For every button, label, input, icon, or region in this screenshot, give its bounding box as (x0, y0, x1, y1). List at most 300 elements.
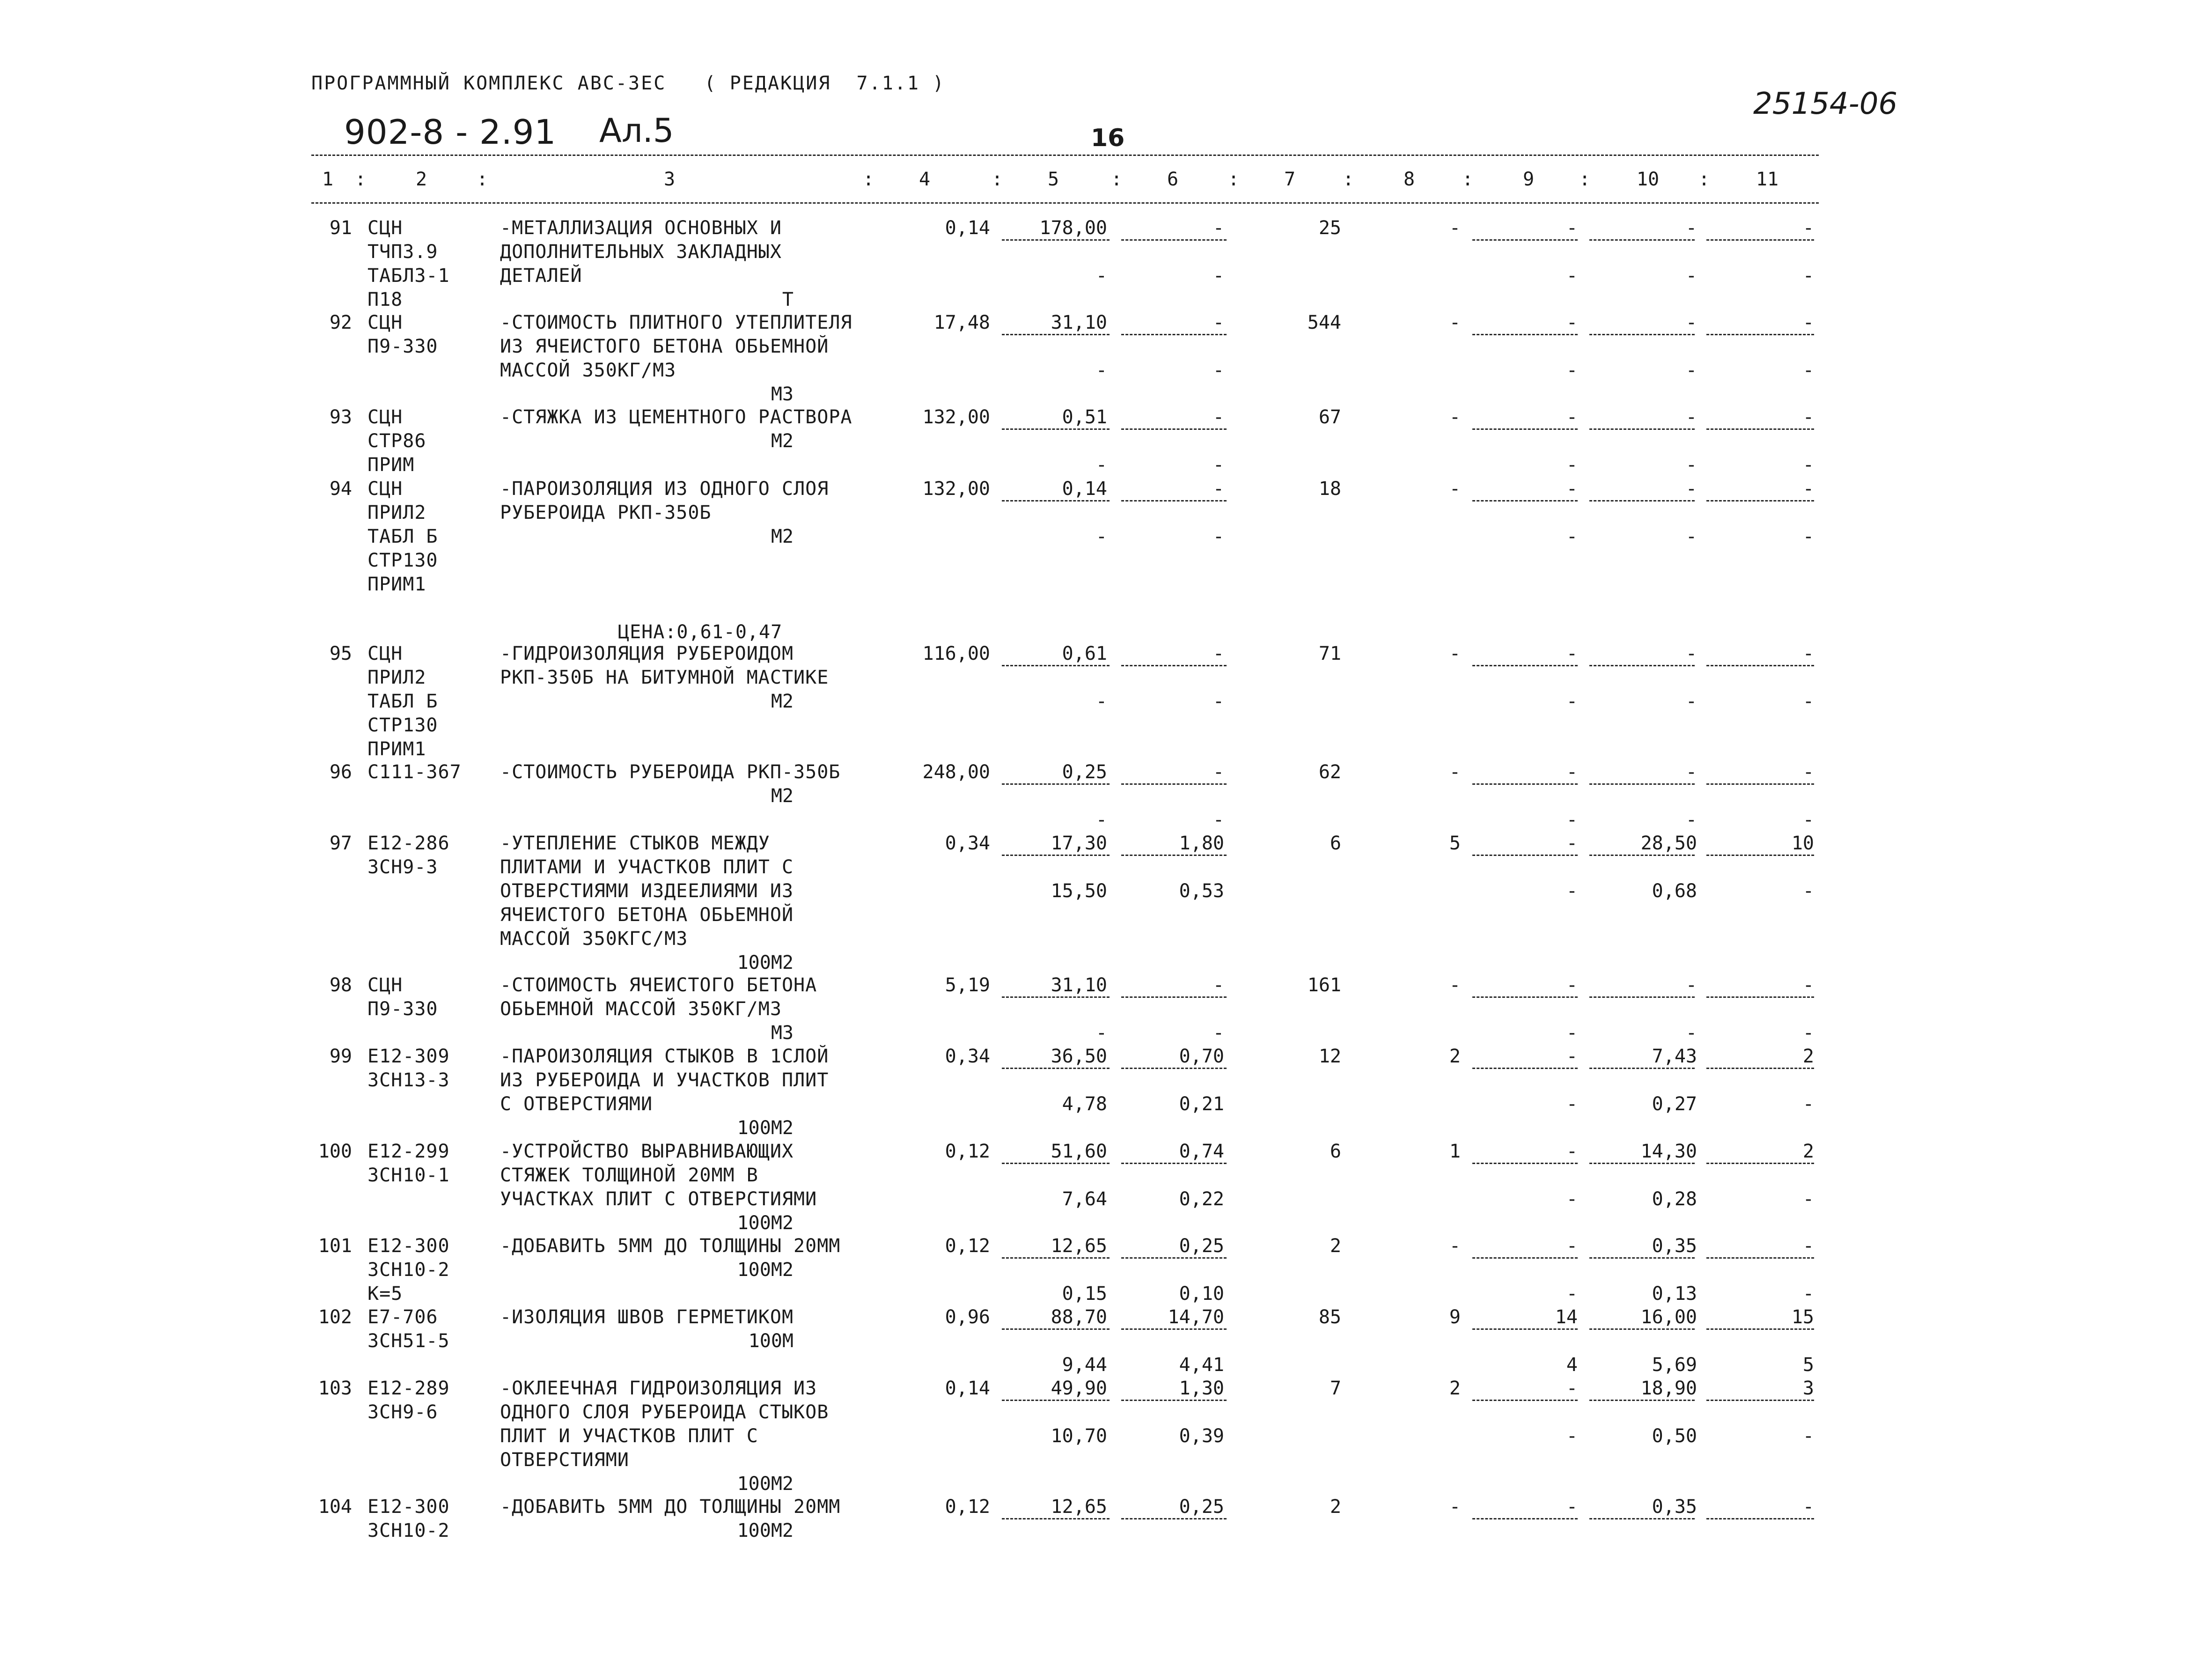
norm-code: СЦН (367, 478, 403, 500)
cell-separator (1002, 783, 1110, 785)
value-c11: 2 (1802, 1046, 1814, 1067)
value-s5: - (1095, 526, 1107, 547)
value-c6: 14,70 (1168, 1306, 1224, 1328)
row-number: 95 (329, 643, 352, 664)
value-c10: 18,90 (1640, 1378, 1697, 1399)
value-c9: - (1566, 833, 1578, 854)
column-header-9: 9 (1522, 169, 1535, 190)
value-c9: 14 (1555, 1306, 1578, 1328)
cell-separator (1706, 1068, 1814, 1069)
value-c5: 12,65 (1051, 1496, 1107, 1518)
document-code: 25154-06 (1753, 87, 1898, 121)
norm-code: ПРИМ (367, 454, 415, 476)
norm-code: ПРИЛ2 (367, 502, 426, 524)
norm-code: СТР130 (367, 550, 438, 571)
unit-of-measure: М2 (771, 526, 794, 547)
value-c6: - (1213, 643, 1224, 664)
value-c6: - (1213, 974, 1224, 996)
value-c9: - (1566, 217, 1578, 239)
value-c5: 0,25 (1062, 761, 1107, 783)
project-code: 902-8 - 2.91 (344, 112, 557, 152)
cell-separator (1706, 1163, 1814, 1164)
value-c7: 62 (1318, 761, 1341, 783)
value-s9: 4 (1566, 1354, 1578, 1376)
cell-separator (1589, 783, 1695, 785)
work-description: ИЗ РУБЕРОИДА И УЧАСТКОВ ПЛИТ (500, 1069, 829, 1091)
column-separator: : (862, 169, 875, 190)
column-header-2: 2 (415, 169, 427, 190)
work-description: ОБЬЕМНОЙ МАССОЙ 350КГ/М3 (500, 998, 782, 1020)
value-s5: - (1095, 454, 1107, 476)
value-c10: - (1685, 643, 1697, 664)
row-number: 93 (329, 406, 352, 428)
value-c10: - (1685, 478, 1697, 500)
value-c6: 0,25 (1179, 1235, 1224, 1257)
value-c4: 0,12 (945, 1141, 990, 1162)
cell-separator (1706, 1518, 1814, 1519)
value-s6: 0,21 (1179, 1093, 1224, 1115)
column-header-4: 4 (919, 169, 931, 190)
cell-separator (1121, 1163, 1227, 1164)
album-label: Ал.5 (599, 111, 674, 150)
value-s10: 0,27 (1652, 1093, 1697, 1115)
norm-code: Е12-289 (367, 1378, 450, 1399)
norm-code: П9-330 (367, 336, 438, 357)
value-c4: 17,48 (933, 312, 990, 333)
column-header-10: 10 (1636, 169, 1660, 190)
work-description: ОТВЕРСТИЯМИ (500, 1449, 629, 1471)
column-header-11: 11 (1756, 169, 1779, 190)
cell-separator (1589, 1400, 1695, 1401)
cell-separator (1472, 1068, 1578, 1069)
cell-separator (1589, 334, 1695, 335)
value-c10: 0,35 (1652, 1235, 1697, 1257)
value-s5: 0,15 (1062, 1283, 1107, 1305)
cell-separator (1472, 1163, 1578, 1164)
cell-separator (1472, 500, 1578, 501)
value-c7: 2 (1330, 1235, 1341, 1257)
value-s5: 10,70 (1051, 1425, 1107, 1447)
column-header-6: 6 (1167, 169, 1179, 190)
cell-separator (1706, 1400, 1814, 1401)
value-c10: - (1685, 761, 1697, 783)
cell-separator (1002, 855, 1110, 856)
cell-separator (1002, 996, 1110, 998)
value-s5: 4,78 (1062, 1093, 1107, 1115)
value-s5: 7,64 (1062, 1188, 1107, 1210)
norm-code: П18 (367, 289, 403, 310)
value-c6: 1,30 (1179, 1378, 1224, 1399)
value-c8: - (1449, 217, 1461, 239)
norm-code: ПРИЛ2 (367, 667, 426, 688)
value-c6: - (1213, 217, 1224, 239)
norm-code: ТАБЛ Б (367, 526, 438, 547)
cell-separator (1706, 1257, 1814, 1259)
norm-code: СТР86 (367, 430, 426, 452)
norm-code: Е12-299 (367, 1141, 450, 1162)
work-description: -СТОИМОСТЬ РУБЕРОИДА РКП-350Б (500, 761, 841, 783)
work-description: -ОКЛЕЕЧНАЯ ГИДРОИЗОЛЯЦИЯ ИЗ (500, 1378, 817, 1399)
value-s5: 9,44 (1062, 1354, 1107, 1376)
cell-separator (1472, 239, 1578, 241)
work-description: -ИЗОЛЯЦИЯ ШВОВ ГЕРМЕТИКОМ (500, 1306, 794, 1328)
value-c7: 12 (1318, 1046, 1341, 1067)
value-c4: 0,14 (945, 1378, 990, 1399)
value-s9: - (1566, 265, 1578, 287)
cell-separator (1121, 665, 1227, 666)
cell-separator (1706, 334, 1814, 335)
row-number: 102 (318, 1306, 352, 1328)
cell-separator (1472, 996, 1578, 998)
cell-separator (1121, 855, 1227, 856)
value-c11: - (1802, 643, 1814, 664)
value-s6: 4,41 (1179, 1354, 1224, 1376)
cell-separator (1472, 665, 1578, 666)
value-c5: 51,60 (1051, 1141, 1107, 1162)
cell-separator (1002, 1328, 1110, 1330)
value-s11: - (1802, 360, 1814, 381)
value-s10: 0,50 (1652, 1425, 1697, 1447)
norm-code: ЗСН9-6 (367, 1401, 438, 1423)
value-s9: - (1566, 1093, 1578, 1115)
value-c10: 7,43 (1652, 1046, 1697, 1067)
cell-separator (1706, 855, 1814, 856)
value-s10: - (1685, 809, 1697, 831)
work-description: -УСТРОЙСТВО ВЫРАВНИВАЮЩИХ (500, 1141, 794, 1162)
cell-separator (1121, 783, 1227, 785)
value-c6: 1,80 (1179, 833, 1224, 854)
value-s6: - (1213, 691, 1224, 712)
column-separator: : (1462, 169, 1474, 190)
column-separator: : (1110, 169, 1123, 190)
row-number: 97 (329, 833, 352, 854)
value-s9: - (1566, 1283, 1578, 1305)
row-number: 104 (318, 1496, 352, 1518)
value-c8: - (1449, 643, 1461, 664)
value-c9: - (1566, 1496, 1578, 1518)
value-s10: 0,68 (1652, 880, 1697, 902)
work-description: РКП-350Б НА БИТУМНОЙ МАСТИКЕ (500, 667, 829, 688)
value-c11: - (1802, 478, 1814, 500)
work-description: РУБЕРОИДА РКП-350Б (500, 502, 712, 524)
value-c11: 3 (1802, 1378, 1814, 1399)
value-s6: - (1213, 454, 1224, 476)
value-c11: - (1802, 217, 1814, 239)
cell-separator (1706, 665, 1814, 666)
unit-of-measure: 100М2 (737, 1520, 794, 1541)
norm-code: П9-330 (367, 998, 438, 1020)
work-description: -СТОИМОСТЬ ЯЧЕИСТОГО БЕТОНА (500, 974, 817, 996)
column-header-8: 8 (1403, 169, 1415, 190)
cell-separator (1706, 996, 1814, 998)
norm-code: С111-367 (367, 761, 462, 783)
value-s9: - (1566, 691, 1578, 712)
value-c5: 0,51 (1062, 406, 1107, 428)
value-c8: - (1449, 761, 1461, 783)
value-c7: 7 (1330, 1378, 1341, 1399)
unit-of-measure: М3 (771, 383, 794, 405)
value-c9: - (1566, 478, 1578, 500)
cell-separator (1472, 783, 1578, 785)
value-c5: 49,90 (1051, 1378, 1107, 1399)
value-c11: 2 (1802, 1141, 1814, 1162)
norm-code: Е12-300 (367, 1235, 450, 1257)
norm-code: ТАБЛ3-1 (367, 265, 450, 287)
work-description: ДЕТАЛЕЙ (500, 265, 582, 287)
row-number: 98 (329, 974, 352, 996)
value-c7: 85 (1318, 1306, 1341, 1328)
value-s6: - (1213, 360, 1224, 381)
column-separator: : (991, 169, 1003, 190)
norm-code: ЗСН10-1 (367, 1165, 450, 1186)
value-s11: - (1802, 1022, 1814, 1044)
norm-code: ПРИМ1 (367, 574, 426, 595)
cell-separator (1589, 1518, 1695, 1519)
value-c8: 1 (1449, 1141, 1461, 1162)
value-c9: - (1566, 643, 1578, 664)
value-c10: 14,30 (1640, 1141, 1697, 1162)
cell-separator (1589, 1163, 1695, 1164)
work-description: -ДОБАВИТЬ 5ММ ДО ТОЛЩИНЫ 20ММ (500, 1235, 841, 1257)
cell-separator (1589, 855, 1695, 856)
work-description: -СТЯЖКА ИЗ ЦЕМЕНТНОГО РАСТВОРА (500, 406, 852, 428)
row-number: 94 (329, 478, 352, 500)
work-description: ПЛИТАМИ И УЧАСТКОВ ПЛИТ С (500, 856, 794, 878)
row-number: 96 (329, 761, 352, 783)
value-c4: 0,14 (945, 217, 990, 239)
value-c11: - (1802, 406, 1814, 428)
value-c8: 5 (1449, 833, 1461, 854)
value-c8: - (1449, 974, 1461, 996)
value-c8: - (1449, 312, 1461, 333)
value-s11: - (1802, 809, 1814, 831)
value-s11: - (1802, 1283, 1814, 1305)
value-c8: 9 (1449, 1306, 1461, 1328)
value-s6: - (1213, 1022, 1224, 1044)
value-c5: 178,00 (1039, 217, 1107, 239)
cell-separator (1002, 239, 1110, 241)
value-c10: - (1685, 312, 1697, 333)
cell-separator (1121, 1328, 1227, 1330)
work-description: С ОТВЕРСТИЯМИ (500, 1093, 653, 1115)
value-c5: 0,14 (1062, 478, 1107, 500)
norm-code: Е12-309 (367, 1046, 450, 1067)
value-c6: 0,74 (1179, 1141, 1224, 1162)
cell-separator (1002, 1068, 1110, 1069)
program-title: ПРОГРАММНЫЙ КОМПЛЕКС АВС-ЗЕС ( РЕДАКЦИЯ 7.1.1 ) (311, 73, 946, 94)
value-c8: 2 (1449, 1378, 1461, 1399)
value-c9: - (1566, 974, 1578, 996)
value-c5: 31,10 (1051, 312, 1107, 333)
work-description: ПЛИТ И УЧАСТКОВ ПЛИТ С (500, 1425, 758, 1447)
cell-separator (1706, 500, 1814, 501)
norm-code: СЦН (367, 406, 403, 428)
value-s10: 0,28 (1652, 1188, 1697, 1210)
cell-separator (1002, 428, 1110, 430)
work-description: -ПАРОИЗОЛЯЦИЯ ИЗ ОДНОГО СЛОЯ (500, 478, 829, 500)
norm-code: СЦН (367, 312, 403, 333)
norm-code: К=5 (367, 1283, 403, 1305)
value-s11: - (1802, 1093, 1814, 1115)
value-s10: - (1685, 691, 1697, 712)
cell-separator (1472, 1257, 1578, 1259)
cell-separator (1002, 1163, 1110, 1164)
value-s10: - (1685, 1022, 1697, 1044)
row-number: 91 (329, 217, 352, 239)
row-number: 92 (329, 312, 352, 333)
value-c7: 71 (1318, 643, 1341, 664)
value-c10: - (1685, 217, 1697, 239)
cell-separator (1706, 239, 1814, 241)
value-s10: 5,69 (1652, 1354, 1697, 1376)
value-c8: - (1449, 406, 1461, 428)
cell-separator (1472, 1328, 1578, 1330)
cell-separator (1002, 665, 1110, 666)
value-s6: 0,22 (1179, 1188, 1224, 1210)
work-description: -ДОБАВИТЬ 5ММ ДО ТОЛЩИНЫ 20ММ (500, 1496, 841, 1518)
value-s6: 0,53 (1179, 880, 1224, 902)
value-s11: - (1802, 454, 1814, 476)
norm-code: Е12-286 (367, 833, 450, 854)
value-c4: 0,34 (945, 1046, 990, 1067)
unit-of-measure: 100М2 (737, 1473, 794, 1495)
norm-code: Е7-706 (367, 1306, 438, 1328)
value-s10: - (1685, 360, 1697, 381)
column-header-1: 1 (322, 169, 334, 190)
unit-of-measure: 100М2 (737, 1212, 794, 1234)
value-c7: 161 (1307, 974, 1341, 996)
value-c11: - (1802, 761, 1814, 783)
cell-separator (1589, 1068, 1695, 1069)
value-s11: - (1802, 265, 1814, 287)
norm-code: ТАБЛ Б (367, 691, 438, 712)
value-c6: 0,70 (1179, 1046, 1224, 1067)
value-c9: - (1566, 406, 1578, 428)
value-c11: - (1802, 1235, 1814, 1257)
value-s9: - (1566, 360, 1578, 381)
value-c5: 0,61 (1062, 643, 1107, 664)
unit-of-measure: 100М2 (737, 1259, 794, 1281)
value-c4: 0,96 (945, 1306, 990, 1328)
work-description: МАССОЙ 350КГС/М3 (500, 928, 688, 950)
value-c5: 12,65 (1051, 1235, 1107, 1257)
value-c5: 17,30 (1051, 833, 1107, 854)
value-c10: - (1685, 406, 1697, 428)
page-number: 16 (1091, 124, 1125, 152)
cell-separator (1472, 1518, 1578, 1519)
value-c7: 25 (1318, 217, 1341, 239)
norm-code: СЦН (367, 217, 403, 239)
value-s11: - (1802, 1188, 1814, 1210)
cell-separator (1706, 783, 1814, 785)
value-c4: 116,00 (922, 643, 990, 664)
value-c11: 15 (1791, 1306, 1814, 1328)
unit-of-measure: М2 (771, 430, 794, 452)
value-c7: 67 (1318, 406, 1341, 428)
value-c4: 0,12 (945, 1235, 990, 1257)
value-s10: - (1685, 526, 1697, 547)
value-c11: - (1802, 312, 1814, 333)
cell-separator (1121, 500, 1227, 501)
work-description: ОТВЕРСТИЯМИ ИЗДЕЕЛИЯМИ ИЗ (500, 880, 794, 902)
norm-code: ЗСН9-3 (367, 856, 438, 878)
cell-separator (1002, 1400, 1110, 1401)
column-separator: : (476, 169, 488, 190)
row-number: 99 (329, 1046, 352, 1067)
value-s9: - (1566, 1425, 1578, 1447)
work-description: -СТОИМОСТЬ ПЛИТНОГО УТЕПЛИТЕЛЯ (500, 312, 852, 333)
cell-separator (1002, 334, 1110, 335)
work-description: ЯЧЕИСТОГО БЕТОНА ОБЬЕМНОЙ (500, 904, 794, 926)
value-c7: 18 (1318, 478, 1341, 500)
unit-of-measure: М3 (771, 1022, 794, 1044)
norm-code: СТР130 (367, 715, 438, 736)
cell-separator (1121, 996, 1227, 998)
value-s9: - (1566, 1188, 1578, 1210)
norm-code: ЗСН10-2 (367, 1259, 450, 1281)
header-top-rule (311, 155, 1819, 156)
unit-of-measure: 100М2 (737, 1117, 794, 1139)
value-s6: 0,10 (1179, 1283, 1224, 1305)
norm-code: ТЧП3.9 (367, 241, 438, 263)
cell-separator (1121, 1257, 1227, 1259)
value-c7: 6 (1330, 833, 1341, 854)
value-c6: - (1213, 478, 1224, 500)
value-s6: - (1213, 809, 1224, 831)
value-s5: - (1095, 360, 1107, 381)
cell-separator (1589, 239, 1695, 241)
value-c5: 31,10 (1051, 974, 1107, 996)
work-description: -ГИДРОИЗОЛЯЦИЯ РУБЕРОИДОМ (500, 643, 794, 664)
value-c9: - (1566, 1235, 1578, 1257)
cell-separator (1121, 1068, 1227, 1069)
work-description: ОДНОГО СЛОЯ РУБЕРОИДА СТЫКОВ (500, 1401, 829, 1423)
row-number: 100 (318, 1141, 352, 1162)
column-separator: : (1227, 169, 1240, 190)
header-bottom-rule (311, 202, 1819, 204)
value-c7: 2 (1330, 1496, 1341, 1518)
value-c5: 88,70 (1051, 1306, 1107, 1328)
value-s11: 5 (1802, 1354, 1814, 1376)
value-c5: 36,50 (1051, 1046, 1107, 1067)
work-description: -МЕТАЛЛИЗАЦИЯ ОСНОВНЫХ И (500, 217, 782, 239)
column-separator: : (1698, 169, 1710, 190)
norm-code: СЦН (367, 643, 403, 664)
cell-separator (1002, 1518, 1110, 1519)
work-description: -ПАРОИЗОЛЯЦИЯ СТЫКОВ В 1СЛОЙ (500, 1046, 829, 1067)
unit-of-measure: М2 (771, 785, 794, 807)
value-c4: 132,00 (922, 406, 990, 428)
value-c9: - (1566, 1141, 1578, 1162)
unit-of-measure: Т (782, 289, 794, 310)
work-description: УЧАСТКАХ ПЛИТ С ОТВЕРСТИЯМИ (500, 1188, 817, 1210)
value-c10: 28,50 (1640, 833, 1697, 854)
value-c8: 2 (1449, 1046, 1461, 1067)
cell-separator (1121, 1400, 1227, 1401)
value-s11: - (1802, 691, 1814, 712)
value-s9: - (1566, 809, 1578, 831)
column-separator: : (1579, 169, 1591, 190)
cell-separator (1472, 334, 1578, 335)
value-s11: - (1802, 526, 1814, 547)
row-number: 103 (318, 1378, 352, 1399)
value-c10: 16,00 (1640, 1306, 1697, 1328)
value-c6: - (1213, 406, 1224, 428)
work-description: -УТЕПЛЕНИЕ СТЫКОВ МЕЖДУ (500, 833, 770, 854)
value-c11: 10 (1791, 833, 1814, 854)
value-c6: - (1213, 312, 1224, 333)
unit-of-measure: 100М (748, 1330, 794, 1352)
